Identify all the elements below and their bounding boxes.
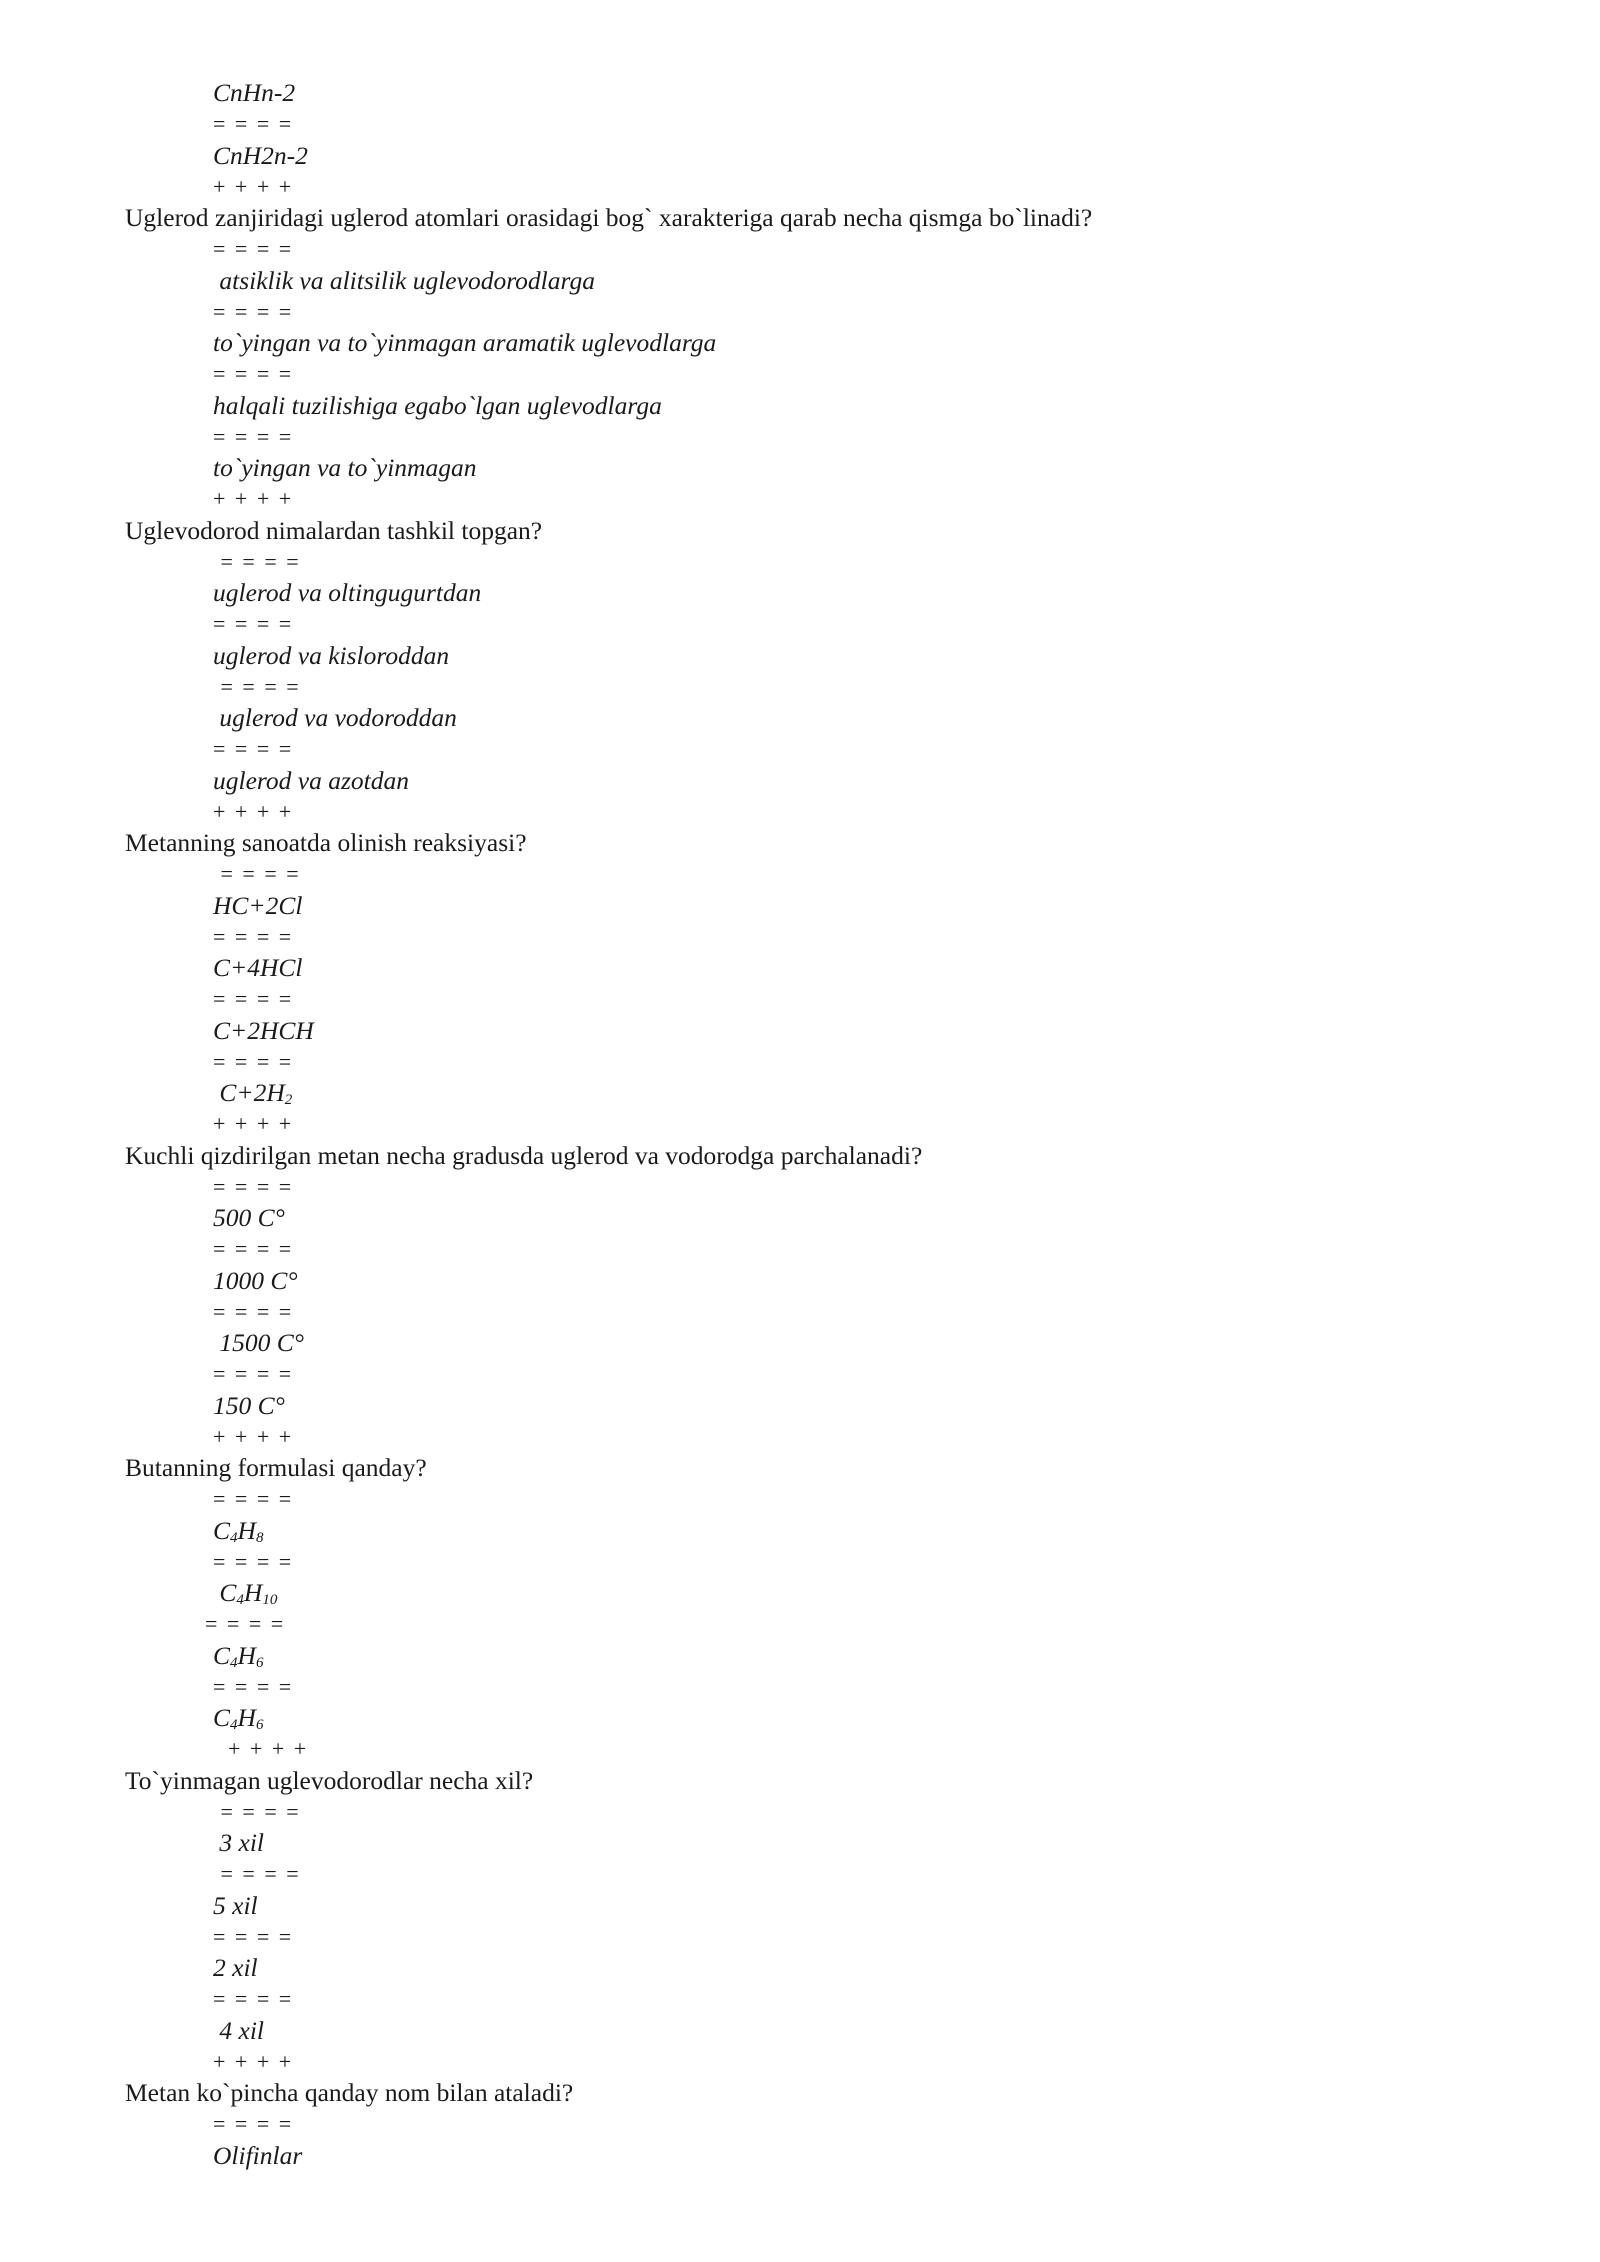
- separator-line: [213, 734, 293, 764]
- line-text: = = = =: [213, 736, 294, 762]
- line-text: 4 xil: [213, 2015, 264, 2045]
- line-text: Butanning formulasi qanday?: [125, 1453, 427, 1482]
- line-text: = = = =: [213, 361, 294, 387]
- separator-line: [213, 859, 301, 889]
- line-text: H: [237, 1703, 256, 1732]
- line-text: = = = =: [213, 986, 294, 1012]
- line-text: = = = =: [213, 673, 301, 699]
- separator-line: [205, 1609, 285, 1639]
- answer-option: [213, 1953, 258, 1983]
- answer-option: [213, 2016, 264, 2046]
- answer-option: [213, 1078, 292, 1108]
- question-text: [125, 1453, 427, 1483]
- line-text: 5 xil: [213, 1890, 258, 1920]
- answer-option: [213, 1328, 304, 1358]
- line-text: = = = =: [213, 111, 294, 137]
- separator-line: [213, 172, 293, 202]
- answer-option: [213, 266, 595, 296]
- line-text: C: [213, 1578, 237, 1607]
- answer-option: [213, 891, 302, 921]
- separator-line: [213, 1297, 293, 1327]
- subscript-text: 8: [255, 1529, 264, 1546]
- line-text: = = = =: [205, 1611, 286, 1637]
- answer-option: [213, 1641, 263, 1671]
- answer-option: [213, 703, 457, 733]
- question-text: [125, 1141, 922, 1171]
- answer-option: [213, 328, 716, 358]
- answer-option: [213, 391, 662, 421]
- separator-line: [213, 984, 293, 1014]
- subscript-text: 6: [255, 1717, 264, 1733]
- line-text: = = = =: [213, 1923, 294, 1949]
- line-text: halqali tuzilishiga egabo`lgan uglevodlarga: [213, 390, 662, 420]
- line-text: = = = =: [213, 1236, 294, 1262]
- subscript-text: 4: [236, 1592, 244, 1608]
- separator-line: [213, 547, 301, 577]
- line-text: Kuchli qizdirilgan metan necha gradusda uglerod va vodorodga parchalanadi?: [125, 1140, 923, 1170]
- subscript-text: 4: [230, 1654, 238, 1671]
- line-text: = = = =: [213, 1548, 294, 1574]
- line-text: Uglerod zanjiridagi uglerod atomlari orasidagi bog` xarakteriga qarab necha qismga bo`linadi?: [125, 203, 1093, 232]
- line-text: uglerod va oltingugurtdan: [213, 578, 482, 607]
- line-text: = = = =: [213, 861, 301, 887]
- line-text: C+4HCl: [213, 953, 303, 982]
- line-text: CnHn-2: [213, 78, 296, 107]
- line-text: CnH2n-2: [213, 140, 308, 170]
- line-text: Metanning sanoatda olinish reaksiyasi?: [125, 828, 527, 857]
- separator-line: [213, 1172, 293, 1202]
- answer-option: [213, 141, 308, 171]
- separator-line: [213, 359, 293, 389]
- line-text: = = = =: [213, 1048, 294, 1074]
- line-text: = = = =: [213, 236, 294, 262]
- line-text: = = = =: [213, 1298, 294, 1324]
- separator-line: [213, 109, 293, 139]
- separator-line: [213, 1484, 293, 1514]
- line-text: + + + +: [213, 1111, 294, 1137]
- separator-line: [213, 1047, 293, 1077]
- line-text: H: [237, 1640, 256, 1670]
- separator-line: [213, 609, 293, 639]
- line-text: = = = =: [213, 2111, 294, 2137]
- separator-line: [213, 1547, 293, 1577]
- line-text: uglerod va vodoroddan: [213, 703, 457, 732]
- separator-line: [213, 922, 293, 952]
- line-text: + + + +: [213, 1736, 309, 1762]
- question-text: [125, 516, 542, 546]
- answer-option: [213, 766, 409, 796]
- line-text: = = = =: [213, 1361, 294, 1387]
- answer-option: [213, 1703, 263, 1733]
- subscript-text: 4: [230, 1717, 238, 1733]
- line-text: Metan ko`pincha qanday nom bilan ataladi?: [125, 2078, 574, 2107]
- separator-line: [213, 1422, 293, 1452]
- separator-line: [213, 1922, 293, 1952]
- separator-line: [213, 2047, 293, 2077]
- line-text: 1500 C°: [213, 1328, 304, 1357]
- separator-line: [213, 1797, 301, 1827]
- separator-line: [213, 672, 301, 702]
- answer-option: [213, 1516, 263, 1546]
- line-text: + + + +: [213, 173, 294, 199]
- line-text: 3 xil: [213, 1828, 264, 1857]
- line-text: C+2H: [213, 1078, 285, 1107]
- line-text: Olifinlar: [213, 2140, 303, 2170]
- question-text: [125, 1766, 533, 1796]
- question-text: [125, 828, 527, 858]
- subscript-text: 10: [262, 1592, 278, 1608]
- line-text: = = = =: [213, 611, 294, 637]
- line-text: 2 xil: [213, 1953, 258, 1982]
- answer-option: [213, 641, 449, 671]
- line-text: = = = =: [213, 548, 301, 574]
- line-text: 1000 C°: [213, 1265, 298, 1295]
- line-text: + + + +: [213, 2048, 294, 2074]
- separator-line: [213, 1359, 293, 1389]
- line-text: 150 C°: [213, 1390, 285, 1420]
- subscript-text: 2: [284, 1092, 293, 1108]
- line-text: uglerod va kisloroddan: [213, 640, 450, 670]
- line-text: HC+2Cl: [213, 890, 303, 920]
- line-text: 500 C°: [213, 1203, 285, 1232]
- answer-option: [213, 1891, 258, 1921]
- separator-line: [213, 2109, 293, 2139]
- line-text: = = = =: [213, 923, 294, 949]
- question-text: [125, 2078, 573, 2108]
- line-text: = = = =: [213, 1986, 294, 2012]
- subscript-text: 6: [255, 1654, 264, 1671]
- line-text: to`yingan va to`yinmagan aramatik uglevodlarga: [213, 328, 717, 357]
- line-text: = = = =: [213, 1798, 301, 1824]
- separator-line: [213, 484, 293, 514]
- answer-option: [213, 2141, 302, 2171]
- separator-line: [213, 797, 293, 827]
- answer-option: [213, 453, 476, 483]
- line-text: C: [213, 1703, 231, 1732]
- answer-option: [213, 1391, 285, 1421]
- line-text: To`yinmagan uglevodorodlar necha xil?: [125, 1765, 534, 1795]
- line-text: C: [213, 1515, 231, 1545]
- line-text: Uglevodorod nimalardan tashkil topgan?: [125, 515, 543, 545]
- line-text: + + + +: [213, 798, 294, 824]
- line-text: + + + +: [213, 486, 294, 512]
- line-text: to`yingan va to`yinmagan: [213, 453, 477, 482]
- question-text: [125, 203, 1092, 233]
- line-text: C: [213, 1640, 231, 1670]
- answer-option: [213, 1016, 314, 1046]
- answer-option: [213, 1828, 264, 1858]
- separator-line: [213, 1734, 308, 1764]
- answer-option: [213, 78, 295, 108]
- line-text: H: [243, 1578, 263, 1607]
- line-text: C+2HCH: [213, 1015, 314, 1045]
- separator-line: [213, 1109, 293, 1139]
- separator-line: [213, 297, 293, 327]
- separator-line: [213, 1984, 293, 2014]
- separator-line: [213, 1672, 293, 1702]
- line-text: = = = =: [213, 423, 294, 449]
- line-text: = = = =: [213, 1861, 301, 1887]
- line-text: = = = =: [213, 1173, 294, 1199]
- line-text: = = = =: [213, 298, 294, 324]
- answer-option: [213, 578, 481, 608]
- answer-option: [213, 1203, 285, 1233]
- answer-option: [213, 953, 302, 983]
- line-text: + + + +: [213, 1423, 294, 1449]
- answer-option: [213, 1578, 277, 1608]
- line-text: = = = =: [213, 1673, 294, 1699]
- line-text: uglerod va azotdan: [213, 765, 409, 795]
- separator-line: [213, 422, 293, 452]
- separator-line: [213, 1859, 301, 1889]
- separator-line: [213, 1234, 293, 1264]
- answer-option: [213, 1266, 298, 1296]
- line-text: = = = =: [213, 1486, 294, 1512]
- line-text: atsiklik va alitsilik uglevodorodlarga: [213, 265, 595, 295]
- subscript-text: 4: [230, 1529, 238, 1546]
- line-text: H: [237, 1515, 256, 1545]
- separator-line: [213, 234, 293, 264]
